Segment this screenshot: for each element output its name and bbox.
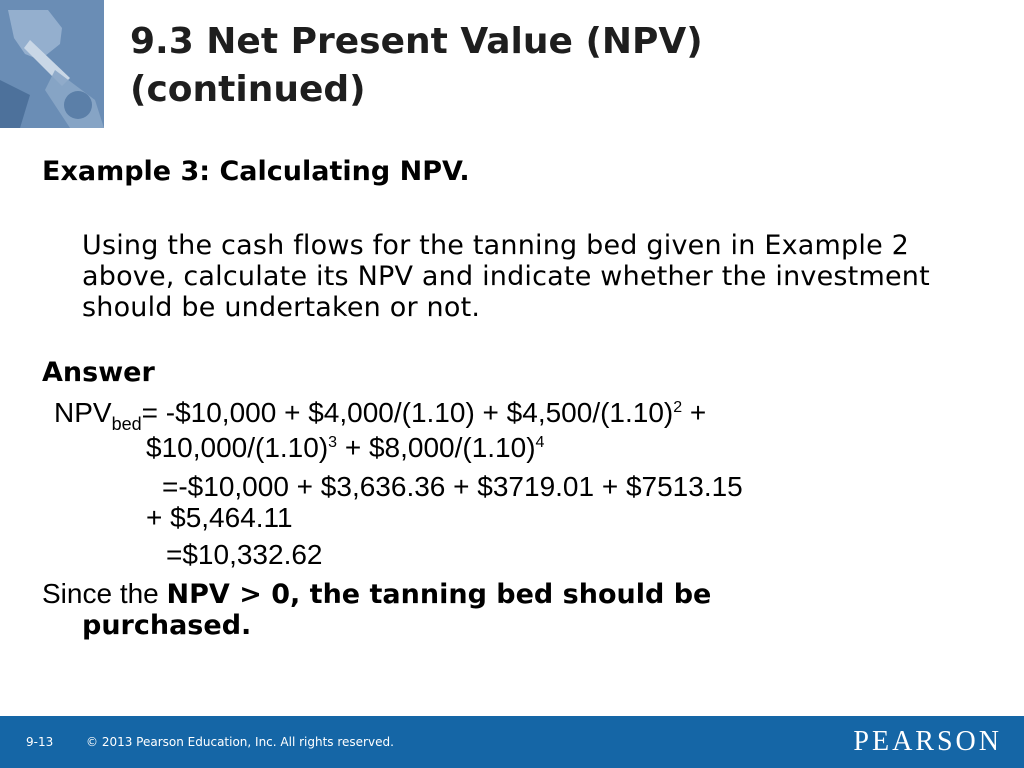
exp-3: 3 — [328, 434, 338, 451]
conclusion-plain: Since the — [42, 578, 167, 609]
copyright-text: © 2013 Pearson Education, Inc. All rights reserved. — [86, 735, 394, 749]
conclusion-bold-1: NPV > 0, the tanning bed should be — [166, 579, 712, 610]
npv-subscript: bed — [111, 414, 142, 434]
wrench-icon — [0, 0, 104, 128]
exp-4: 4 — [535, 434, 545, 451]
npv-equation-line2 — [146, 432, 992, 463]
slide-title — [130, 18, 990, 114]
eq1-part1: = -$10,000 + $4,000/(1.10) + $4,500/(1.10) — [141, 397, 674, 428]
conclusion — [42, 578, 992, 610]
npv-result: =$10,332.62 — [166, 539, 323, 570]
conclusion-bold-2: purchased. — [82, 610, 252, 641]
conclusion-line2 — [82, 610, 992, 641]
example-heading: Example 3: Calculating NPV. — [42, 156, 470, 187]
npv-label: NPV — [54, 397, 112, 428]
exp-2: 2 — [673, 399, 683, 416]
eq1-part3: $10,000/(1.10) — [146, 432, 329, 463]
pearson-logo: PEARSON — [853, 726, 1002, 757]
title-line-1: 9.3 Net Present Value (NPV) — [130, 21, 703, 62]
answer-heading: Answer — [42, 357, 155, 388]
eq1-part4: + $8,000/(1.10) — [337, 432, 536, 463]
title-line-2: (continued) — [130, 69, 366, 110]
slide-body — [42, 152, 992, 641]
footer-bar — [0, 716, 1024, 768]
page-number: 9-13 — [26, 735, 54, 749]
npv-equation-line1 — [54, 397, 992, 432]
example-text: Using the cash flows for the tanning bed given in Example 2 above, calculate its NPV and indicate whether the investment should be undertaken or not. — [82, 230, 930, 323]
npv-equation-step2-line1: =-$10,000 + $3,636.36 + $3719.01 + $7513.15 — [162, 471, 743, 502]
npv-equation-step2-line2: + $5,464.11 — [146, 502, 293, 533]
eq1-part2: + — [682, 397, 707, 428]
